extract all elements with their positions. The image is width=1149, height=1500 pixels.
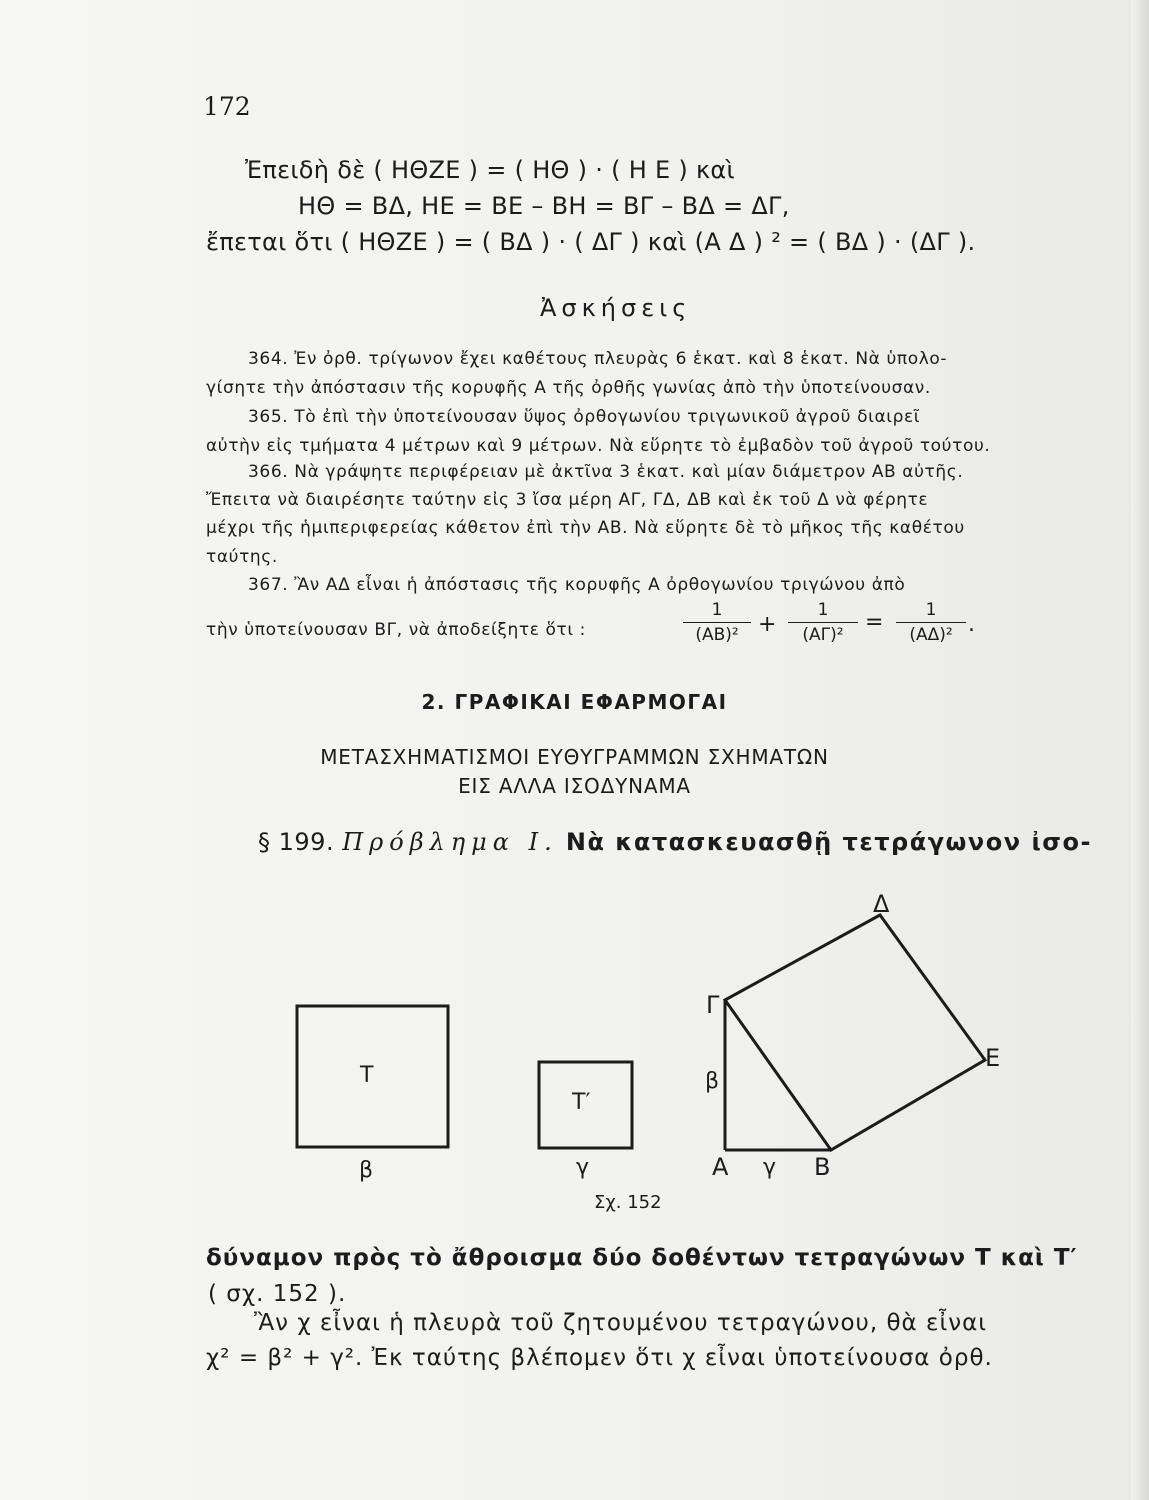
equals-sign: = xyxy=(865,610,884,635)
exercise-line: γίσητε τὴν ἀπόστασιν τῆς κορυφῆς Α τῆς ὀρθῆς γωνίας ἀπὸ τὴν ὑποτείνουσαν. xyxy=(206,378,931,398)
fraction-numerator: 1 xyxy=(788,600,858,623)
label-alpha-vertex: Α xyxy=(712,1153,729,1181)
problem-label: Πρόβλημα Ι. xyxy=(342,828,558,856)
plus-sign: + xyxy=(758,612,777,637)
subtitle-line-2: ΕΙΣ ΑΛΛΑ ΙΣΟΔΥΝΑΜΑ xyxy=(458,774,691,798)
exercise-line: 367. Ἂν ΑΔ εἶναι ἡ ἀπόστασις τῆς κορυφῆς Α ὀρθογωνίου τριγώνου ἀπὸ xyxy=(248,575,906,595)
exercises-heading: Ἀσκήσεις xyxy=(540,294,692,322)
fraction-denominator: (ΑΓ)² xyxy=(802,625,844,645)
equation-line-3: ἔπεται ὅτι ( ΗΘΖΕ ) = ( ΒΔ ) · ( ΔΓ ) καὶ (Α Δ ) ² = ( ΒΔ ) · (ΔΓ ). xyxy=(206,228,976,256)
text-line: χ² = β² + γ². Ἐκ ταύτης βλέπομεν ὅτι χ εἶναι ὑποτείνουσα ὀρθ. xyxy=(206,1345,993,1371)
equation-line-1: Ἐπειδὴ δὲ ( ΗΘΖΕ ) = ( ΗΘ ) · ( Η Ε ) καὶ xyxy=(245,156,735,184)
fraction-denominator: (ΑΒ)² xyxy=(695,625,739,645)
exercise-367-tail: τὴν ὑποτείνουσαν ΒΓ, νὰ ἀποδείξητε ὅτι : xyxy=(206,620,587,640)
page-number: 172 xyxy=(203,92,251,121)
exercise-line: ταύτης. xyxy=(206,547,278,567)
problem-title-start: Νὰ κατασκευασθῇ τετράγωνον ἰσο- xyxy=(565,828,1092,856)
exercise-line: μέχρι τῆς ἡμιπεριφερείας κάθετον ἐπὶ τὴν ΑΒ. Νὰ εὕρητε δὲ τὸ μῆκος τῆς καθέτου xyxy=(206,518,965,538)
section-title: 2. ΓΡΑΦΙΚΑΙ ΕΦΑΡΜΟΓΑΙ xyxy=(421,690,728,714)
fraction-denominator: (ΑΔ)² xyxy=(909,625,953,645)
text-line: Ἂν χ εἶναι ἡ πλευρὰ τοῦ ζητουμένου τετραγώνου, θὰ εἶναι xyxy=(254,1310,988,1336)
exercise-line: αὐτὴν εἰς τμήματα 4 μέτρων καὶ 9 μέτρων. Νὰ εὕρητε τὸ ἐμβαδὸν τοῦ ἀγροῦ τούτου. xyxy=(206,436,991,456)
hypotenuse-square xyxy=(725,915,985,1150)
fraction-numerator: 1 xyxy=(896,600,966,623)
equation-line-2: ΗΘ = ΒΔ, ΗΕ = ΒΕ – ΒΗ = ΒΓ – ΒΔ = ΔΓ, xyxy=(298,192,790,220)
square-t-prime-side-label: γ xyxy=(576,1155,590,1180)
paragraph-number: § 199. xyxy=(258,828,335,856)
text-line: δύναμον πρὸς τὸ ἄθροισμα δύο δοθέντων τετραγώνων Τ καὶ Τ′ xyxy=(206,1245,1078,1271)
label-side-beta: β xyxy=(705,1069,720,1094)
formula-period: . xyxy=(968,612,975,637)
text-line: ( σχ. 152 ). xyxy=(208,1281,347,1307)
figure-caption: Σχ. 152 xyxy=(594,1192,662,1213)
label-beta-vertex: Β xyxy=(814,1153,831,1181)
square-t-label: Τ xyxy=(360,1063,374,1088)
exercise-line: 366. Νὰ γράψητε περιφέρειαν μὲ ἀκτῖνα 3 ἑκατ. καὶ μίαν διάμετρον ΑΒ αὐτῆς. xyxy=(248,462,964,482)
exercise-line: 364. Ἐν ὀρθ. τρίγωνον ἔχει καθέτους πλευρὰς 6 ἑκατ. καὶ 8 ἑκατ. Νὰ ὑπολο- xyxy=(248,349,948,369)
label-epsilon-vertex: Ε xyxy=(985,1044,1001,1072)
label-delta-vertex: Δ xyxy=(873,890,890,918)
exercise-line: 365. Τὸ ἐπὶ τὴν ὑποτείνουσαν ὕψος ὀρθογωνίου τριγωνικοῦ ἀγροῦ διαιρεῖ xyxy=(248,407,921,427)
fraction-numerator: 1 xyxy=(683,600,751,623)
exercise-line: Ἔπειτα νὰ διαιρέσητε ταύτην εἰς 3 ἴσα μέρη ΑΓ, ΓΔ, ΔΒ καὶ ἐκ τοῦ Δ νὰ φέρητε xyxy=(206,490,929,510)
square-t-side-label: β xyxy=(359,1158,374,1183)
subtitle-line-1: ΜΕΤΑΣΧΗΜΑΤΙΣΜΟΙ ΕΥΘΥΓΡΑΜΜΩΝ ΣΧΗΜΑΤΩΝ xyxy=(320,745,829,769)
square-t-prime-label: Τ′ xyxy=(572,1090,591,1115)
label-gamma-vertex: Γ xyxy=(706,991,720,1019)
label-side-gamma: γ xyxy=(763,1155,777,1180)
